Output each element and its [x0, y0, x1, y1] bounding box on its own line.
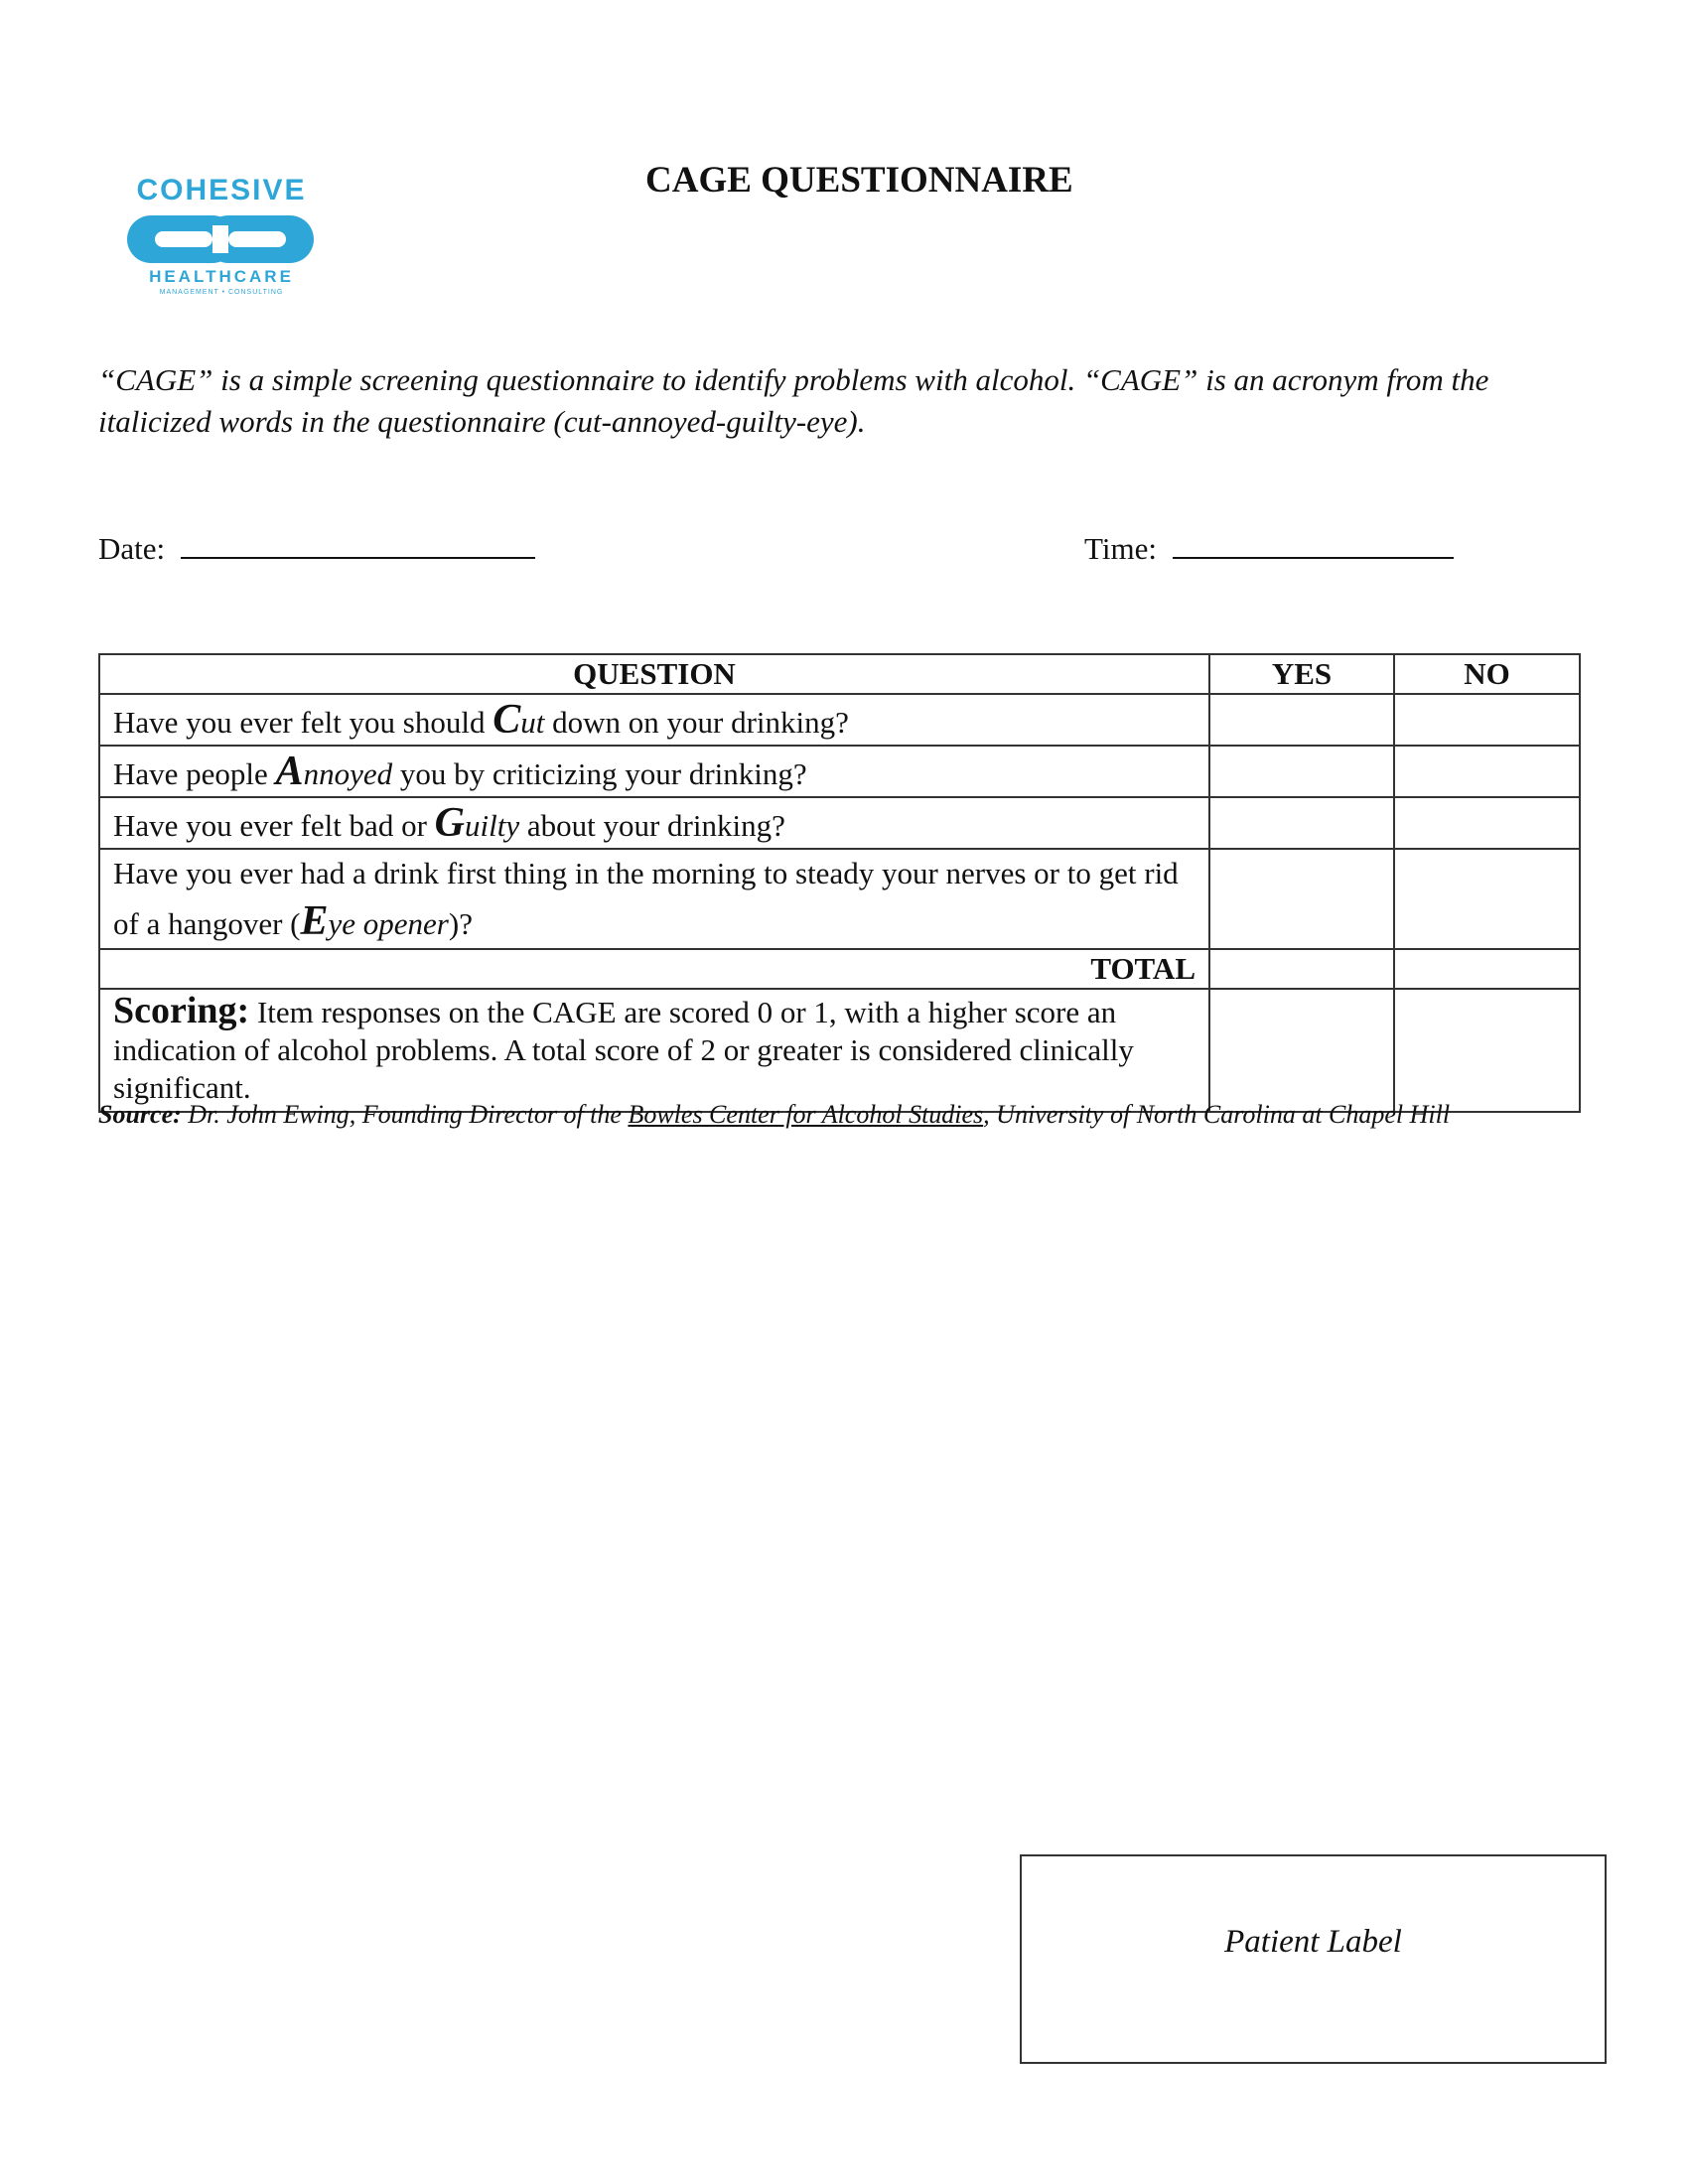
- yes-cell-cut[interactable]: [1209, 694, 1394, 746]
- cage-questions-table: [98, 653, 1581, 1113]
- question-text: Have you ever felt you should: [113, 705, 493, 740]
- date-label: Date:: [98, 531, 166, 566]
- yes-total-cell[interactable]: [1209, 949, 1394, 989]
- scoring-yes-cell: [1209, 989, 1394, 1112]
- question-text: )?: [448, 906, 473, 941]
- time-field: [1084, 527, 1454, 567]
- source-citation: [98, 1100, 1450, 1130]
- source-label: Source:: [98, 1100, 182, 1129]
- acronym-letter: C: [492, 697, 521, 743]
- acronym-word: ut: [520, 705, 545, 740]
- question-text: Have people: [113, 756, 276, 791]
- acronym-letter: E: [300, 898, 329, 944]
- question-annoyed: [99, 746, 1209, 797]
- yes-cell-annoyed[interactable]: [1209, 746, 1394, 797]
- no-header: NO: [1394, 654, 1580, 694]
- question-row-eye-opener: [99, 849, 1580, 949]
- patient-label-box: [1020, 1854, 1607, 2064]
- chain-link-icon: [121, 211, 320, 267]
- source-text: , University of North Carolina at Chapel Hill: [983, 1100, 1451, 1129]
- scoring-no-cell: [1394, 989, 1580, 1112]
- no-total-cell[interactable]: [1394, 949, 1580, 989]
- page-title: CAGE QUESTIONNAIRE: [645, 160, 1073, 201]
- question-eye-opener: [99, 849, 1209, 949]
- question-text: about your drinking?: [519, 808, 785, 843]
- no-cell-eye-opener[interactable]: [1394, 849, 1580, 949]
- patient-label-text: Patient Label: [1224, 1924, 1402, 1960]
- date-field: [98, 527, 535, 567]
- scoring-row: [99, 989, 1580, 1112]
- question-cut: [99, 694, 1209, 746]
- scoring-info: [99, 989, 1209, 1112]
- question-row-annoyed: [99, 746, 1580, 797]
- no-cell-cut[interactable]: [1394, 694, 1580, 746]
- date-blank-line[interactable]: [181, 527, 535, 559]
- no-cell-annoyed[interactable]: [1394, 746, 1580, 797]
- question-text: down on your drinking?: [544, 705, 849, 740]
- question-text: Have you ever had a drink first thing in the morning to steady your nerves or to get rid of a hangover (: [113, 856, 1179, 941]
- table-header-row: [99, 654, 1580, 694]
- acronym-letter: A: [275, 749, 304, 794]
- source-text: Dr. John Ewing, Founding Director of the: [181, 1100, 629, 1129]
- logo-brand-top: COHESIVE: [136, 174, 307, 206]
- acronym-word: nnoyed: [303, 756, 393, 791]
- scoring-text: Item responses on the CAGE are scored 0 or 1, with a higher score an indication of alcohol problems. A total score of 2 or greater is considered clinically significant.: [113, 995, 1134, 1105]
- question-text: Have you ever felt bad or: [113, 808, 435, 843]
- question-header: QUESTION: [99, 654, 1209, 694]
- no-cell-guilty[interactable]: [1394, 797, 1580, 849]
- logo-tagline: MANAGEMENT • CONSULTING: [159, 289, 284, 296]
- total-row: [99, 949, 1580, 989]
- question-row-cut: [99, 694, 1580, 746]
- time-label: Time:: [1084, 531, 1157, 566]
- yes-header: YES: [1209, 654, 1394, 694]
- yes-cell-eye-opener[interactable]: [1209, 849, 1394, 949]
- acronym-letter: G: [434, 800, 465, 846]
- question-text: you by criticizing your drinking?: [392, 756, 807, 791]
- scoring-label: Scoring:: [113, 990, 250, 1031]
- intro-paragraph: “CAGE” is a simple screening questionnaire to identify problems with alcohol. “CAGE” is an acronym from the italicized words in the questionnaire (cut-annoyed-guilty-eye).: [98, 362, 1489, 439]
- acronym-word: ye opener: [328, 906, 449, 941]
- company-logo: [117, 174, 321, 303]
- total-label: TOTAL: [99, 949, 1209, 989]
- yes-cell-guilty[interactable]: [1209, 797, 1394, 849]
- question-row-guilty: [99, 797, 1580, 849]
- acronym-word: uilty: [464, 808, 520, 843]
- source-link[interactable]: Bowles Center for Alcohol Studies: [628, 1100, 984, 1129]
- logo-brand-bottom: HEALTHCARE: [149, 267, 294, 286]
- time-blank-line[interactable]: [1173, 527, 1454, 559]
- question-guilty: [99, 797, 1209, 849]
